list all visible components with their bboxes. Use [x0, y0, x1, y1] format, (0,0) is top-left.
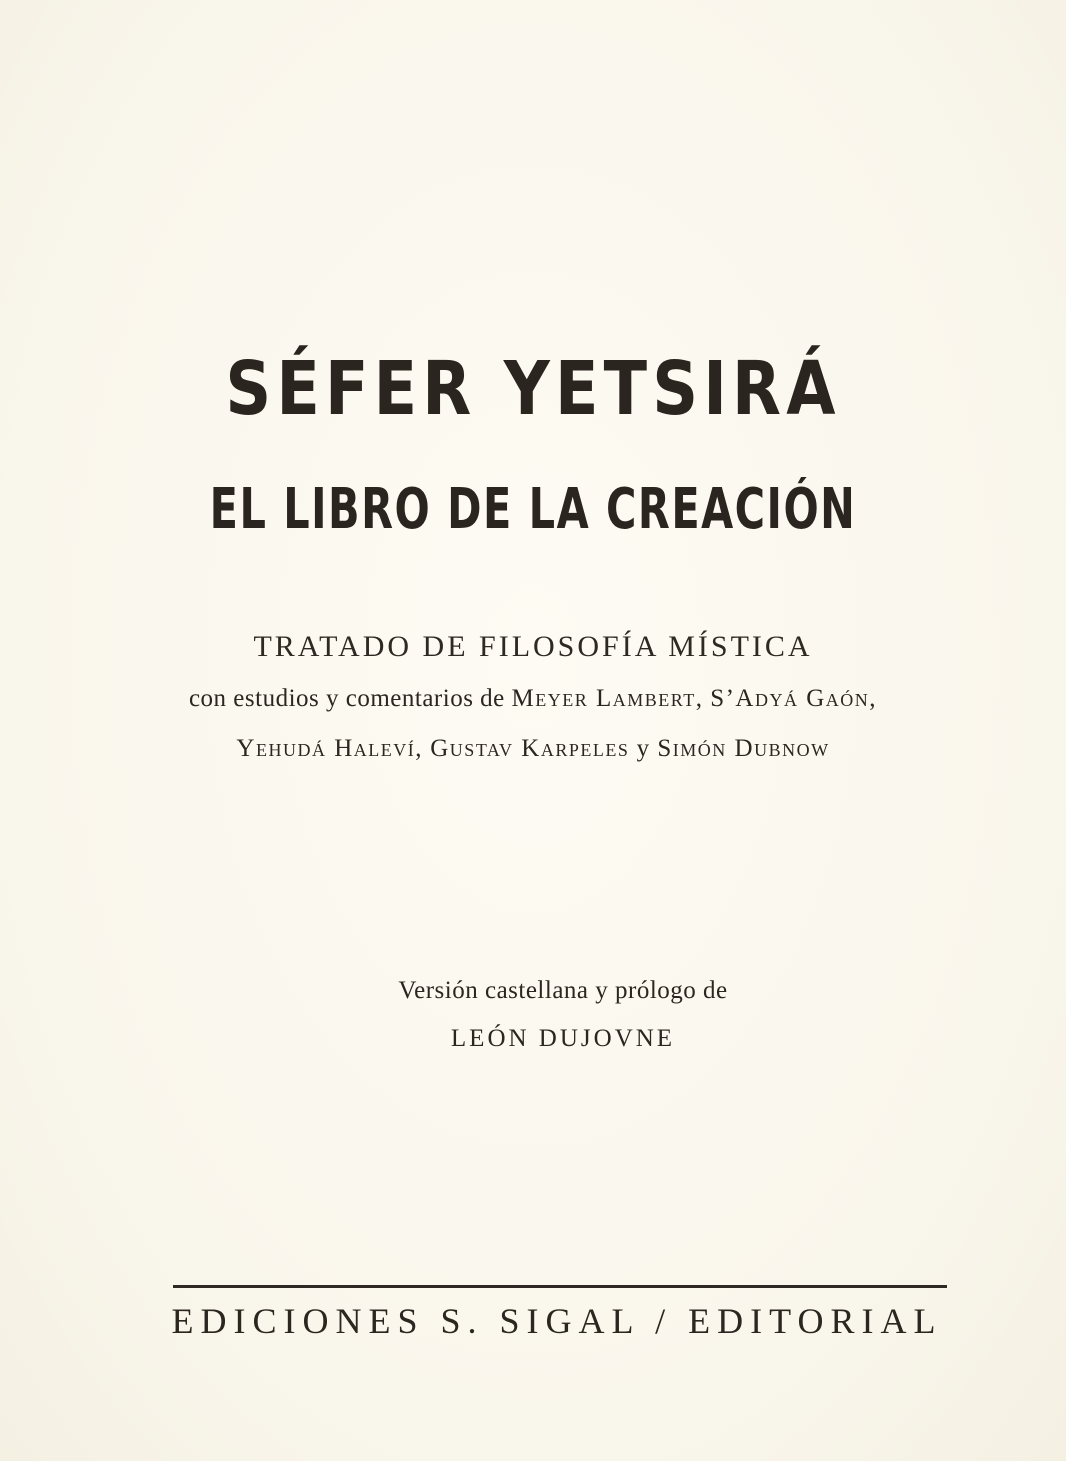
contributor-sadya-gaon: S’Adyá Gaón, [710, 685, 878, 712]
contributor-simon-dubnow: Simón Dubnow [657, 735, 830, 762]
contributors-line-2 [0, 736, 1066, 761]
contributors-conjunction: y [636, 735, 651, 762]
contributor-gustav-karpeles: Gustav Karpeles [430, 735, 630, 762]
treatise-heading: TRATADO DE FILOSOFÍA MÍSTICA [253, 630, 813, 663]
contributors-line-1 [0, 686, 1066, 711]
contributor-yehuda-halevi: Yehudá Haleví, [236, 735, 423, 762]
version-credit: Versión castellana y prólogo de [398, 977, 728, 1004]
book-title: SÉFER YETSIRÁ [225, 346, 841, 432]
contributor-meyer-lambert: Meyer Lambert, [511, 685, 704, 712]
publisher-imprint: EDICIONES S. SIGAL / EDITORIAL [171, 1301, 943, 1341]
publisher-rule [173, 1285, 947, 1288]
contributors-intro: con estudios y comentarios de [188, 685, 505, 712]
translator-name: LEÓN DUJOVNE [450, 1025, 676, 1052]
book-subtitle: EL LIBRO DE LA CREACIÓN [209, 477, 857, 542]
